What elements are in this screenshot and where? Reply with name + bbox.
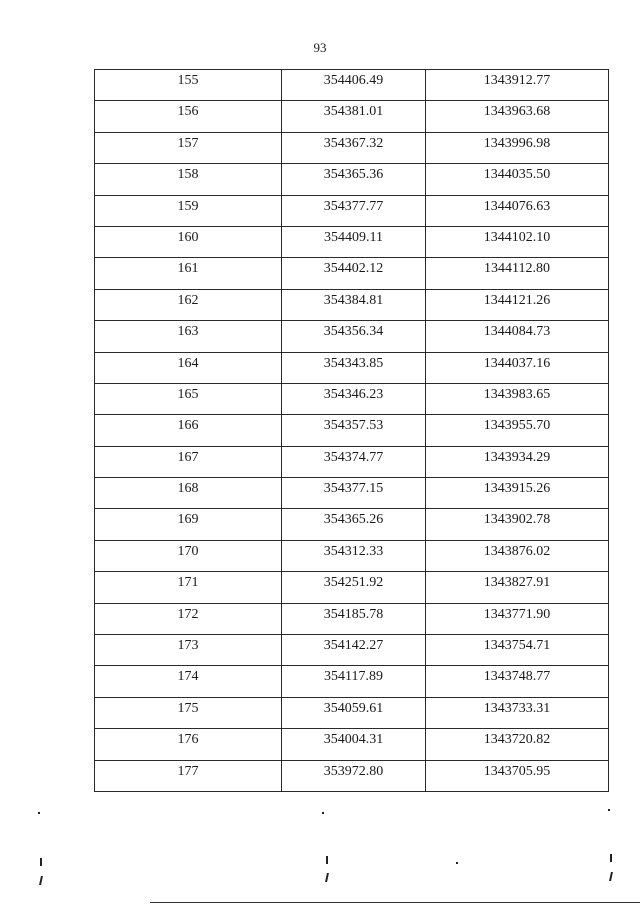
scan-speck [609,872,613,881]
point-number-cell: 157 [95,132,282,163]
table-row [95,729,609,760]
northing-cell: 1344035.50 [426,164,609,195]
table-body [95,70,609,792]
easting-cell: 354059.61 [282,697,426,728]
easting-cell: 354374.77 [282,446,426,477]
table-row [95,383,609,414]
northing-cell: 1343915.26 [426,478,609,509]
point-number-cell: 163 [95,321,282,352]
point-number-cell: 171 [95,572,282,603]
northing-cell: 1343996.98 [426,132,609,163]
northing-cell: 1344102.10 [426,226,609,257]
table-row [95,226,609,257]
northing-cell: 1344084.73 [426,321,609,352]
easting-cell: 354004.31 [282,729,426,760]
easting-cell: 354367.32 [282,132,426,163]
point-number-cell: 159 [95,195,282,226]
point-number-cell: 174 [95,666,282,697]
scan-speck [610,854,612,862]
easting-cell: 354381.01 [282,101,426,132]
point-number-cell: 158 [95,164,282,195]
table-row [95,666,609,697]
easting-cell: 354312.33 [282,540,426,571]
northing-cell: 1344112.80 [426,258,609,289]
scan-speck [39,876,43,885]
easting-cell: 354365.26 [282,509,426,540]
table-row [95,509,609,540]
table-row [95,572,609,603]
easting-cell: 354402.12 [282,258,426,289]
northing-cell: 1343963.68 [426,101,609,132]
table-row [95,760,609,791]
point-number-cell: 167 [95,446,282,477]
point-number-cell: 166 [95,415,282,446]
point-number-cell: 165 [95,383,282,414]
easting-cell: 354142.27 [282,635,426,666]
point-number-cell: 172 [95,603,282,634]
northing-cell: 1343720.82 [426,729,609,760]
northing-cell: 1343733.31 [426,697,609,728]
point-number-cell: 176 [95,729,282,760]
northing-cell: 1343827.91 [426,572,609,603]
northing-cell: 1344121.26 [426,289,609,320]
northing-cell: 1343912.77 [426,70,609,101]
easting-cell: 354406.49 [282,70,426,101]
table-row [95,101,609,132]
easting-cell: 354409.11 [282,226,426,257]
point-number-cell: 170 [95,540,282,571]
table-row [95,321,609,352]
table-row [95,258,609,289]
easting-cell: 354377.77 [282,195,426,226]
scan-speck [40,858,42,866]
point-number-cell: 164 [95,352,282,383]
easting-cell: 353972.80 [282,760,426,791]
northing-cell: 1344076.63 [426,195,609,226]
scan-speck [456,862,458,864]
table-row [95,289,609,320]
northing-cell: 1343748.77 [426,666,609,697]
easting-cell: 354346.23 [282,383,426,414]
easting-cell: 354365.36 [282,164,426,195]
easting-cell: 354356.34 [282,321,426,352]
easting-cell: 354384.81 [282,289,426,320]
easting-cell: 354185.78 [282,603,426,634]
northing-cell: 1343983.65 [426,383,609,414]
northing-cell: 1344037.16 [426,352,609,383]
page-number: 93 [313,40,327,55]
point-number-cell: 155 [95,70,282,101]
easting-cell: 354117.89 [282,666,426,697]
scan-speck [608,809,610,811]
table-row [95,352,609,383]
easting-cell: 354377.15 [282,478,426,509]
northing-cell: 1343902.78 [426,509,609,540]
table-row [95,415,609,446]
scan-speck [38,812,40,814]
point-number-cell: 161 [95,258,282,289]
scan-edge-line [150,902,640,903]
northing-cell: 1343876.02 [426,540,609,571]
point-number-cell: 177 [95,760,282,791]
table-row [95,164,609,195]
scan-speck [325,873,329,882]
table-row [95,603,609,634]
point-number-cell: 169 [95,509,282,540]
point-number-cell: 160 [95,226,282,257]
point-number-cell: 162 [95,289,282,320]
northing-cell: 1343934.29 [426,446,609,477]
northing-cell: 1343705.95 [426,760,609,791]
northing-cell: 1343771.90 [426,603,609,634]
northing-cell: 1343955.70 [426,415,609,446]
table-row [95,697,609,728]
table-row [95,540,609,571]
table-row [95,70,609,101]
easting-cell: 354357.53 [282,415,426,446]
point-number-cell: 156 [95,101,282,132]
easting-cell: 354251.92 [282,572,426,603]
table-row [95,446,609,477]
easting-cell: 354343.85 [282,352,426,383]
scan-speck [322,812,324,814]
northing-cell: 1343754.71 [426,635,609,666]
table-row [95,635,609,666]
point-number-cell: 168 [95,478,282,509]
table-row [95,195,609,226]
table-row [95,132,609,163]
point-number-cell: 173 [95,635,282,666]
table-row [95,478,609,509]
scan-speck [326,856,328,864]
coordinates-table [94,69,609,792]
point-number-cell: 175 [95,697,282,728]
